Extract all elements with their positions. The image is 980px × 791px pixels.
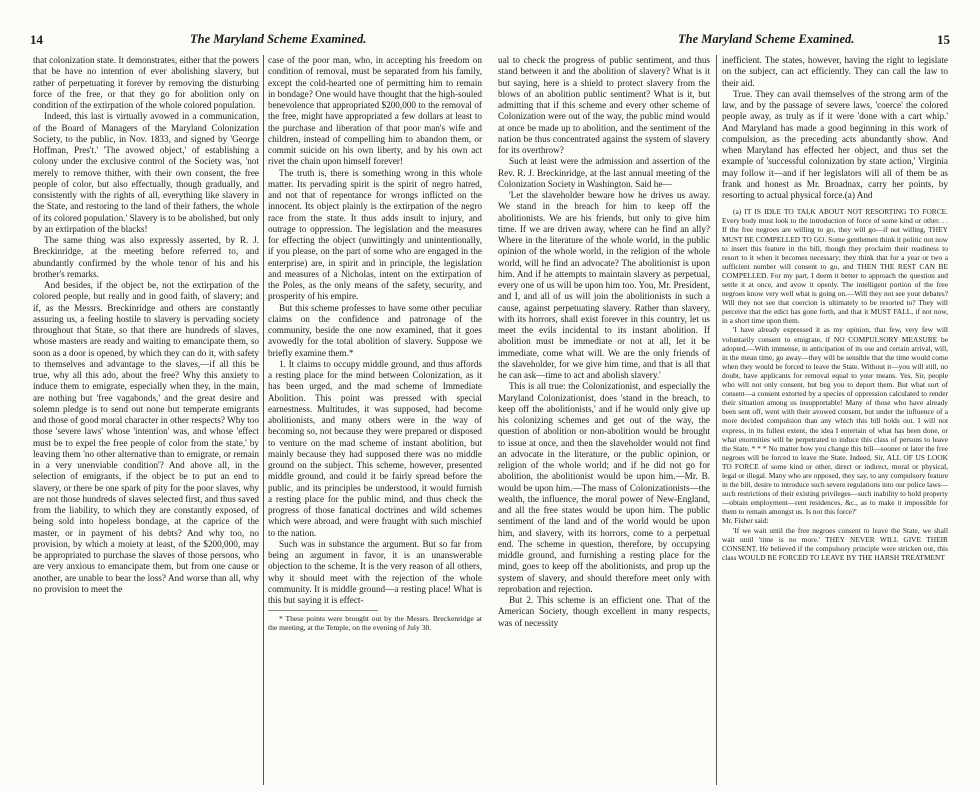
left-page-number: 14 <box>30 32 43 47</box>
right-running-title: The Maryland Scheme Examined. <box>678 32 855 46</box>
quotation: 'Let the slaveholder beware how he drives us away. We stand in the breach for him to keep off the abolitionists. We are his friends, but only to give him time. If we are driven away, where can he find an ally? Where in the literature of the whole world, in the public opinion of the whole world, in the religion of the whole world, will he find an advocate? The abolitionist is upon him. And if he attempts to maintain slavery as perpetual, every one of us will be upon him too. You, Mr. President, and I, and all of us will join the abolitionists in such a cause, against perpetuating slavery. Rather than slavery, with its horrors, shall exist forever in this country, let us meet the evils incidental to its instant abolition. If abolition must be immediate or not at all, let it be immediate, come what will. We are the only friends of the slaveholder, for we give him time, and that is all that he can ask—time to act and abolish slavery.' <box>498 190 710 380</box>
paragraph: And besides, if the object be, not the extirpation of the colored people, but really and in good faith, of slavery; and if, as the Messrs. Breckinridge and others are constantly assuring us, a feeling hostile to slavery is pervading society throughout that State, so that there are hundreds of slaves, whose masters are ready and waiting to emancipate them, so soon as a door is opened, by which they can do it, with safety to themselves and advantage to the slaves,—if all this be true, why all this ado, about the free? Why this anxiety to induce them to emigrate, especially when they, in the main, are nothing but 'free vagabonds,' and the great desire and solemn pledge is to send out none but temperate emigrants and those of good moral character in other respects? Why too those 'severe laws' whose 'intention' was, and whose 'effect must be to expel the free people of color from the state,' by leaving them 'no other alternative than to emigrate, or remain in a very unenviable condition'? And above all, in the selection of emigrants, if the object be to put an end to slavery, or there be one spark of pity for the poor slaves, why are not those hundreds of slaves selected first, and thus saved from the liability, to which they are constantly exposed, of being sold into hopeless bondage, at the caprice of the master, or in payment of his debts? And why too, no provision, by which a moiety at least, of the $200,000, may be appropriated to purchase the slaves of those persons, who are very anxious to emancipate them, but from one cause or another, are unable to bear the loss? And worse than all, why no provision to meet the <box>33 280 259 594</box>
paragraph: The truth is, there is something wrong in this whole matter. Its pervading spirit is the spirit of negro hatred, and not that of repentance for wrongs inflicted on the innocent. Its object plainly is the extirpation of the negro race from the state. It thus adds insult to injury, and outrage to oppression. The legislation and the measures for effecting the object (unwittingly and unintentionally, if you please, on the part of some who are engaged in the enterprise) are, in spirit and in principle, the legislation and measures of a Nicholas, intent on the extirpation of the Poles, as the only means of the safety, security, and prosperity of his empire. <box>268 167 482 302</box>
paragraph: True. They can avail themselves of the strong arm of the law, and by the passage of severe laws, 'coerce' the colored people away, as truly as if it were 'done with a cart whip.' And Maryland has made a good beginning in this work of compulsion, as the preceding acts abundantly show. And when Maryland has effected her object, and thus set the example of 'successful colonization by state action,' Virginia may follow it—and if her legislators will all of them be as frank and honest as Mr. Broadnax, carry her points, by resorting to actual physical force.(a) And <box>722 88 948 200</box>
right-page-number: 15 <box>937 32 950 47</box>
paragraph: Indeed, this last is virtually avowed in a communication, of the Board of Managers of the Maryland Colonization Society, to the public, in Nov. 1833, and signed by 'George Hoffman, Pres't.' 'The avowed object,' of establishing a colony under the exclusive control of the Society was, 'not merely to remove thither, with their own consent, the free people of color, but also effectually, though gradually, and consistently with the rights of all, everything like slavery in the State, and restoring to the land of their fathers, the whole of its colored population.' Slavery is to be abolished, but only by an extirpation of the blacks! <box>33 111 259 234</box>
left-page-header <box>30 32 470 50</box>
footnote-a-quote: 'I have already expressed it as my opinion, that few, very few will voluntarily consent to emigrate, if NO COMPULSORY MEASURE be adopted.—With immense, in anticipation of its use and certain arrival, will, in the mean time, go away—they will be sensible that the time would come when they would be forced to leave the State. Without it—you will still, no doubt, have applicants for removal equal to your means. Yes, Sir, people who will not only consent, but beg you to deport them. But what sort of consent—a consent extorted by a species of oppression calculated to render their situation among us insupportable! Many of those who have already been sent off, went with their avowed consent, but under the influence of a more decided compulsion than any which this bill holds out. I will not express, in its fullest extent, the idea I entertain of what has been done, or what enormities will be perpetrated to induce this class of persons to leave the State. * * * No matter how you change this bill—sooner or later the free negroes will be forced to leave the State. Indeed, Sir, ALL OF US LOOK TO FORCE of some kind or other, direct or indirect, moral or physical, legal or illegal. Many who are opposed, they say, to any compulsory feature in the bill, desire to introduce such severe regulations into our police laws—such restrictions of their existing privileges—such inability to hold property—obtain employment—rent residences, &c., as to make it impossible for them to remain amongst us. Is not this force?' <box>722 325 948 517</box>
right-column-2 <box>722 55 948 775</box>
paragraph: But this scheme professes to have some other peculiar claims on the confidence and patronage of the community, beside the one now examined, that it goes avowedly for the total abolition of slavery. Suppose we briefly examine them.* <box>268 302 482 358</box>
left-running-title: The Maryland Scheme Examined. <box>190 32 367 46</box>
paragraph: Such was in substance the argument. But so far from being an argument in favor, it is an unanswerable objection to the scheme. It is the very reason of all others, why it should meet with the rejection of the whole community. It is middle ground—a resting place! What is this but saying it is effect- <box>268 538 482 605</box>
right-page <box>490 0 980 791</box>
footnote: * These points were brought out by the Messrs. Breckenridge at the meeting, at the Temple, on the evening of July 30. <box>268 614 482 633</box>
paragraph: 1. It claims to occupy middle ground, and thus affords a resting place for the mind between Colonization, as it has been urged, and the mad scheme of Immediate Abolition. This point was pressed with special earnestness. Multitudes, it was supposed, had become abolitionists, and many others were in the way of becoming so, not because they were prepared or disposed to venture on the mad scheme of instant abolition, but mainly because they had supposed there was no middle ground on the subject. This scheme, however, presented middle ground, and could it be fairly spread before the public, and its principles be understood, it would furnish a resting place for the public mind, and thus check the progress of those fanatical doctrines and wild schemes which were abroad, and were fraught with such mischief to the nation. <box>268 358 482 538</box>
paragraph: ual to check the progress of public sentiment, and thus stand between it and the abolition of slavery? What is it but saying, here is a shield to protect slavery from the blows of an abolition public sentiment? What is it, but admitting that if this scheme and every other scheme of Colonization were out of the way, the public mind would at once be made up to abolition, and the sentiment of the nation be thus concentrated against the system of slavery for its overthrow? <box>498 55 710 155</box>
footnote-a-speaker: Mr. Fisher said: <box>722 516 769 526</box>
right-page-header <box>498 32 950 50</box>
paragraph: that colonization state. It demonstrates, either that the powers that be have no intention of ever abolishing slavery, but rather of perpetuating it forever by removing the disturbing force of the free, or that they go for abolition only on condition of the extirpation of the whole colored population. <box>33 55 259 110</box>
footnote-a-quote: 'If we wait until the free negroes consent to leave the State, we shall wait until 'time is no more.' THEY NEVER WILL GIVE THEIR CONSENT. He believed if the compulsory principle were stricken out, this class WOULD BE FORCED TO LEAVE BY THE HARSH TREATMENT <box>722 525 948 562</box>
left-column-2 <box>268 55 482 775</box>
paragraph: case of the poor man, who, in accepting his freedom on condition of removal, must be separated from his family, except the cold-hearted one of permitting him to remain in bondage? One would have thought that the high-souled benevolence that appropriated $200,000 to the removal of the free, might have appropriated a few dollars at least to the purchase and liberation of that poor man's wife and children, instead of compelling him to abandon them, or commit suicide on his own liberty, and by his own act rivet the chain upon himself forever! <box>268 55 482 167</box>
paragraph: inefficient. The states, however, having the right to legislate on the subject, can act efficiently. They can call the law to their aid. <box>722 55 948 88</box>
paragraph: But 2. This scheme is an efficient one. That of the American Society, though excellent in many respects, was of necessity <box>498 595 710 628</box>
paragraph: The same thing was also expressly asserted, by R. J. Breckinridge, at the meeting before referred to, and abundantly confirmed by the whole tenor of his and his brother's remarks. <box>33 235 259 279</box>
paragraph: This is all true: the Colonizationist, and especially the Maryland Colonizationist, does 'stand in the breach, to keep off the abolitionists,' and if he would only give up his colonizing schemes and get out of the way, the question of abolition or non-abolition would be brought to issue at once, and then the slaveholder would not find an advocate in the literature, or the public opinion, or religion of the whole world; and if he did not go for abolition, the abolitionist would be upon him.—Mr. B. would be upon him.—The mass of Colonizationists—the wealth, the influence, the moral power of New-England, and all the free states would be upon him. The public sentiment of the land and of the world would be upon him, and slavery, with its horrors, come to a perpetual end. The scheme in question, therefore, by occupying middle ground, and furnishing a resting place for the mind, goes to keep off the abolitionists, and prop up the system of slavery, and should therefore meet only with reprobation and rejection. <box>498 381 710 594</box>
paragraph: Such at least were the admission and assertion of the Rev. R. J. Breckinridge, at the last annual meeting of the Colonization Society in Washington. Said he— <box>498 156 710 189</box>
column-divider <box>716 55 717 785</box>
column-divider <box>263 55 264 785</box>
footnote-a: (a) IT IS IDLE TO TALK ABOUT NOT RESORTING TO FORCE. Every body must look to the introduction of force of some kind or other. . . If the free negroes are willing to go, they will go—if not willing, THEY MUST BE COMPELLED TO GO. Some gentlemen think it politic not now to insert this feature in the bill, though they proclaim their readiness to resort to it when it becomes necessary; they think that for a year or two a sufficient number will consent to go, and THEN THE REST CAN BE COMPELLED. For my part, I deem it better to approach the question and settle it at once, and avow it openly. The intelligent portion of the free negroes know very well what is going on.—Will they not see your debates? Will they not see that coercion is ultimately to be resorted to? They will perceive that the edict has gone forth, and that it MUST FALL, if not now, in a short time upon them. <box>722 207 948 326</box>
left-column-1 <box>33 55 259 775</box>
right-column-1 <box>498 55 710 775</box>
